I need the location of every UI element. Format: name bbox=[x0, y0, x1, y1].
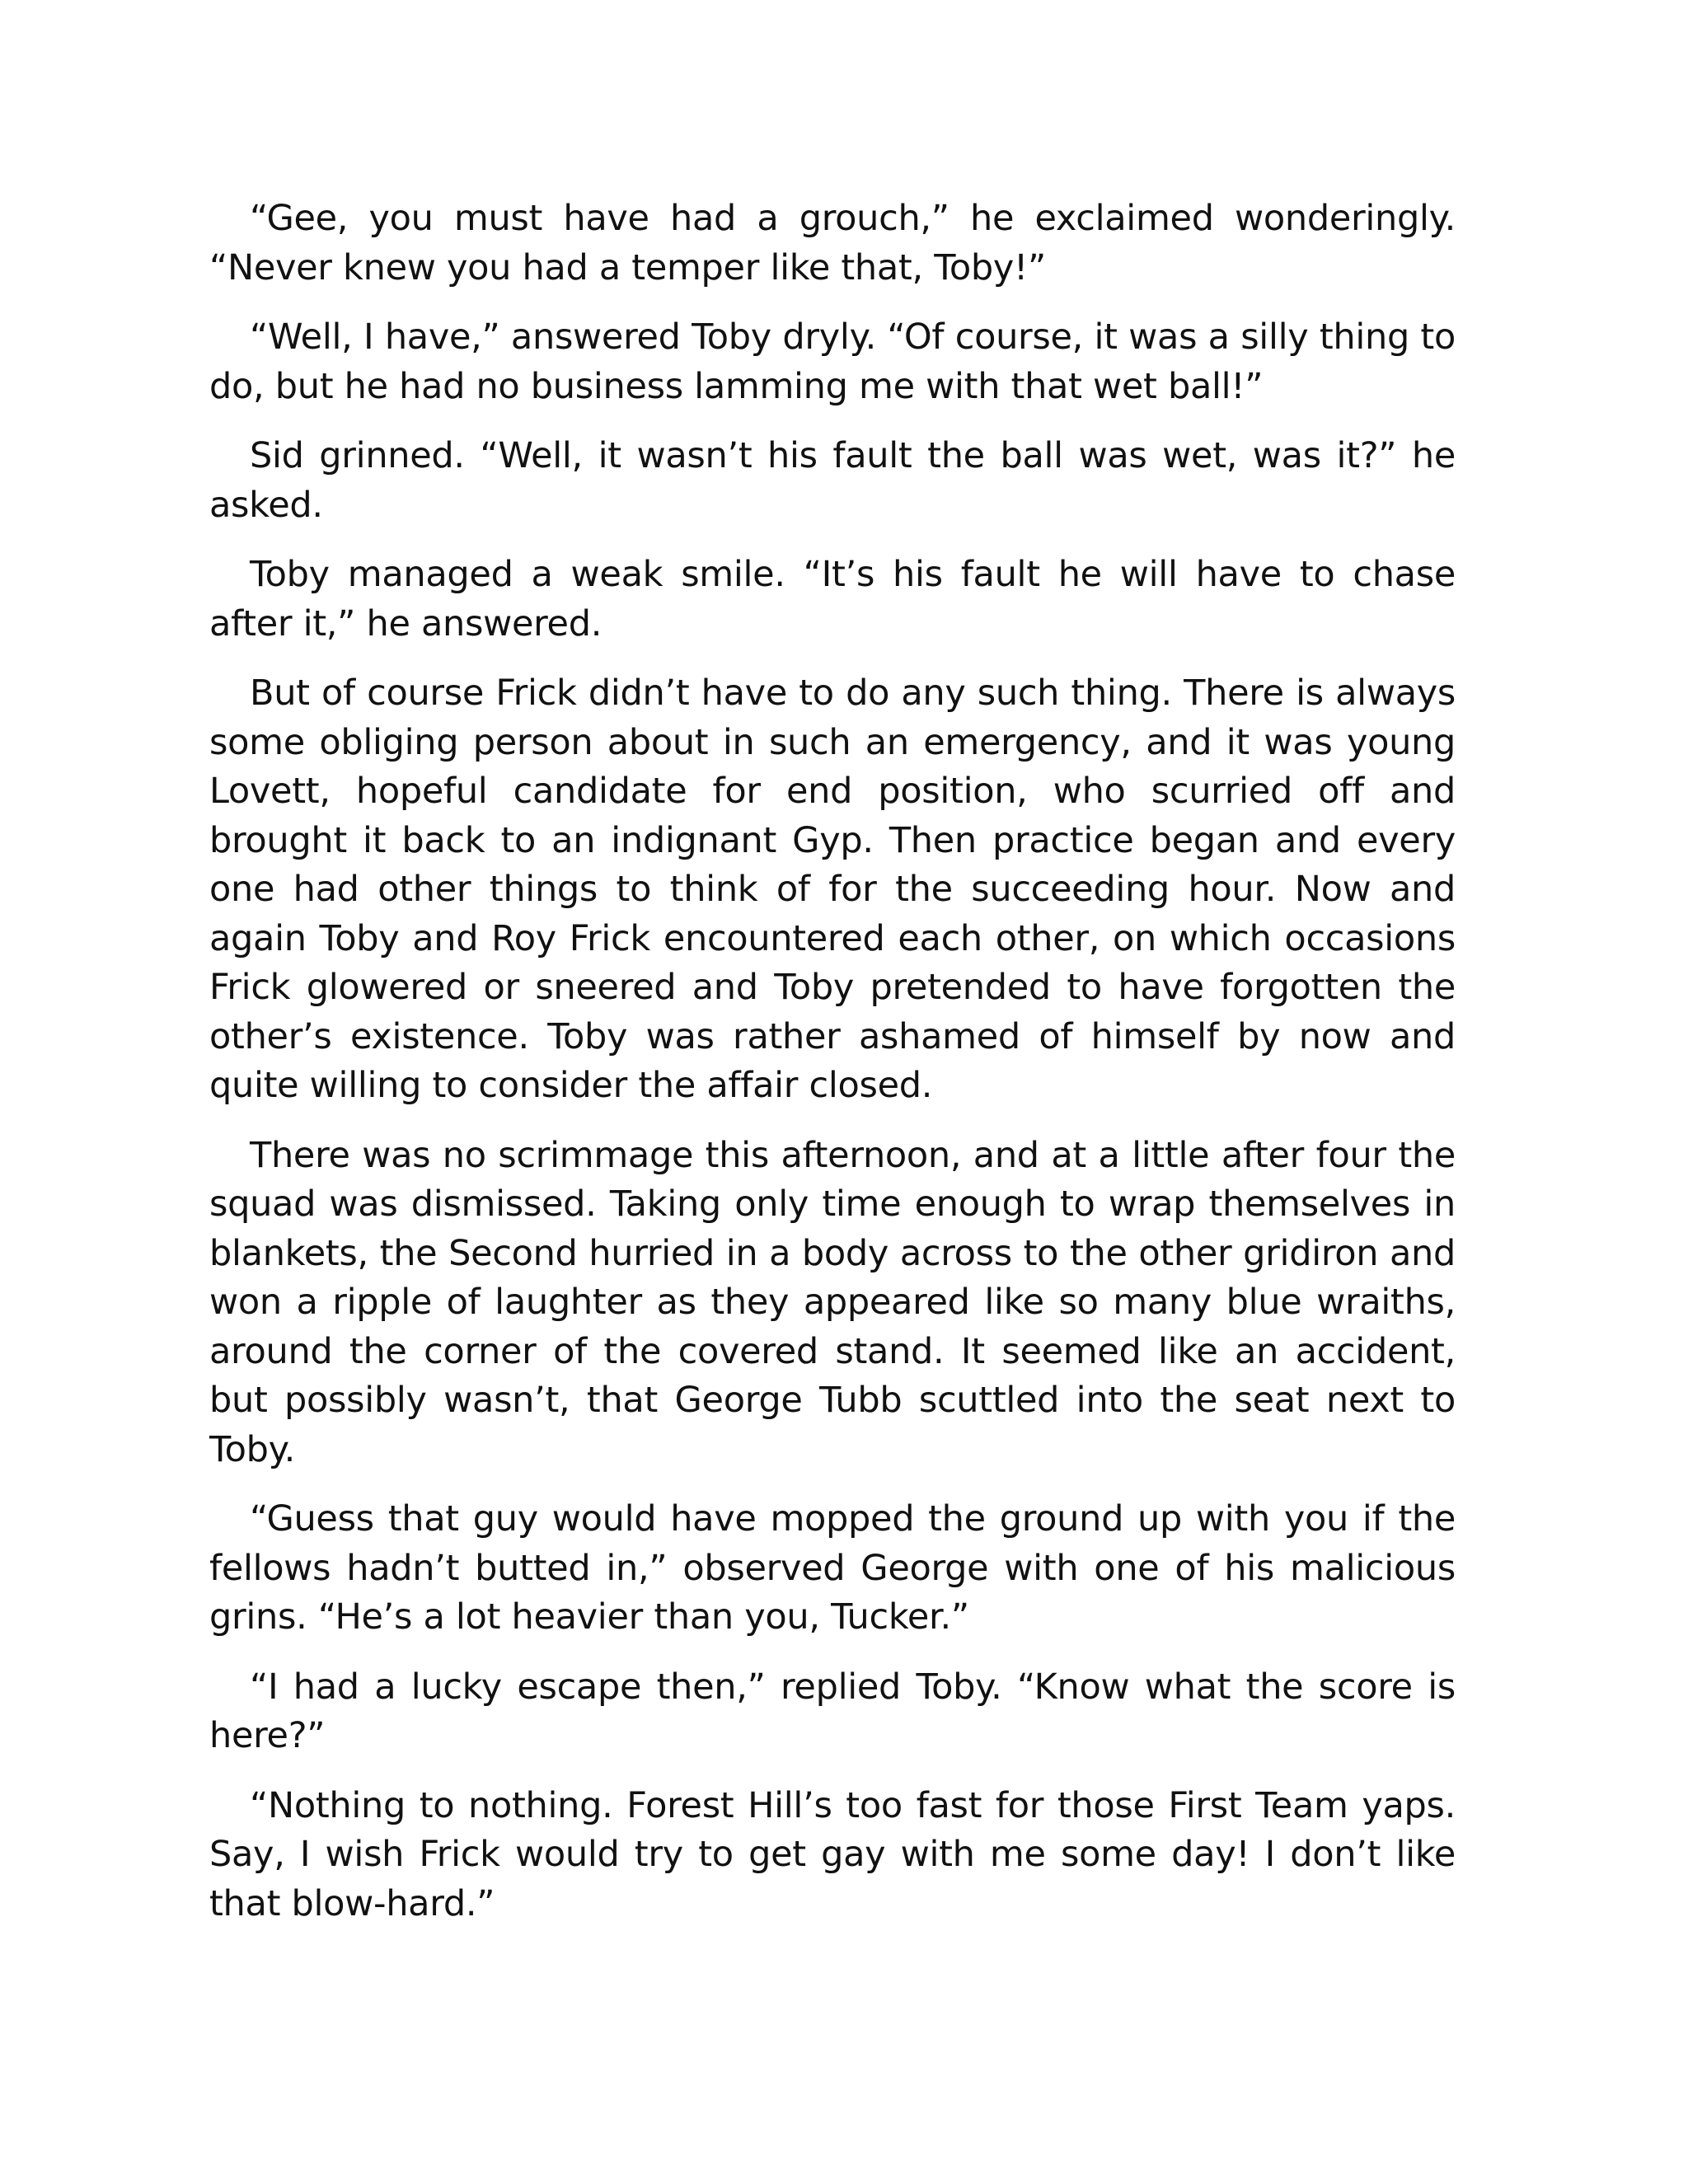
paragraph-6: There was no scrimmage this afternoon, and at a little after four the squad was dismissed. Taking only time enough to wrap themselves in blankets, the Second hurried in a body across to the other gridiron and won a ripple of laughter as they appeared like so many blue wraiths, around the corner of the covered stand. It seemed like an accident, but possibly wasn’t, that George Tubb scuttled into the seat next to Toby. bbox=[209, 1134, 1456, 1470]
paragraph-2: “Well, I have,” answered Toby dryly. “Of course, it was a silly thing to do, but he had no business lamming me with that wet ball!” bbox=[209, 316, 1456, 407]
paragraph-8: “I had a lucky escape then,” replied Toby. “Know what the score is here?” bbox=[209, 1666, 1456, 1756]
paragraph-9: “Nothing to nothing. Forest Hill’s too fast for those First Team yaps. Say, I wish Frick would try to get gay with me some day! I don’t like that blow-hard.” bbox=[209, 1784, 1456, 1924]
paragraph-1: “Gee, you must have had a grouch,” he exclaimed wonderingly. “Never knew you had a temper like that, Toby!” bbox=[209, 198, 1456, 288]
paragraph-4: Toby managed a weak smile. “It’s his fault he will have to chase after it,” he answered. bbox=[209, 554, 1456, 644]
paragraph-7: “Guess that guy would have mopped the ground up with you if the fellows hadn’t butted in,” observed George with one of his malicious grins. “He’s a lot heavier than you, Tucker.” bbox=[209, 1498, 1456, 1638]
paragraph-3: Sid grinned. “Well, it wasn’t his fault the ball was wet, was it?” he asked. bbox=[209, 435, 1456, 526]
page-body bbox=[209, 194, 1456, 1949]
paragraph-5: But of course Frick didn’t have to do any such thing. There is always some obliging person about in such an emergency, and it was young Lovett, hopeful candidate for end position, who scurried off and brought it back to an indignant Gyp. Then practice began and every one had other things to think of for the succeeding hour. Now and again Toby and Roy Frick encountered each other, on which occasions Frick glowered or sneered and Toby pretended to have forgotten the other’s existence. Toby was rather ashamed of himself by now and quite willing to consider the affair closed. bbox=[209, 673, 1456, 1106]
